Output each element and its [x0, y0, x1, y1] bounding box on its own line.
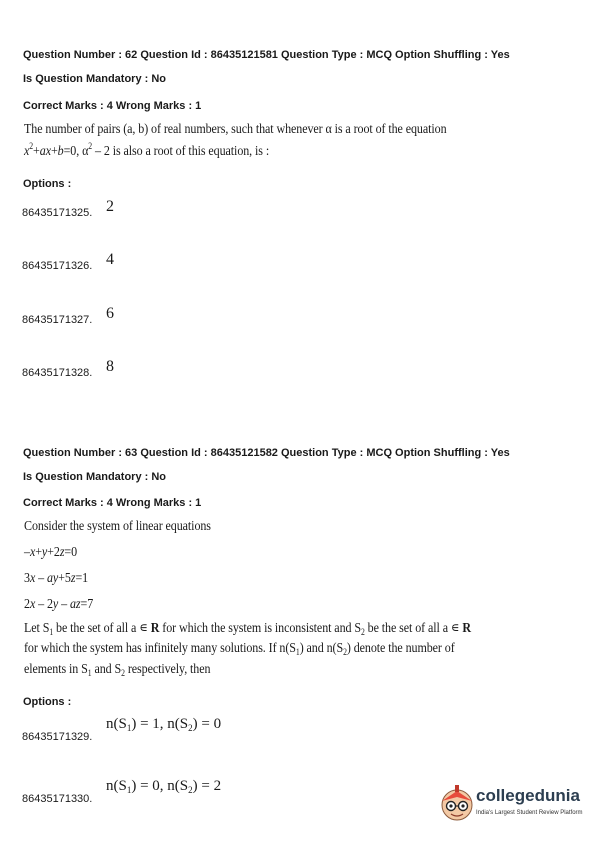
equation-2: 3x – ay+5z=1: [24, 571, 89, 586]
option-id[interactable]: 86435171326.: [22, 260, 93, 272]
option-id[interactable]: 86435171330.: [22, 793, 93, 805]
option-id[interactable]: 86435171327.: [22, 314, 93, 326]
logo-tagline: India's Largest Student Review Platform: [476, 810, 583, 816]
question-intro: Consider the system of linear equations: [24, 519, 211, 534]
option-id[interactable]: 86435171328.: [22, 367, 93, 379]
option-value[interactable]: 4: [106, 251, 114, 268]
marks-label: Correct Marks : 4 Wrong Marks : 1: [23, 497, 202, 509]
marks-label: Correct Marks : 4 Wrong Marks : 1: [23, 100, 202, 112]
mandatory-label: Is Question Mandatory : No: [23, 471, 167, 483]
question-text-line-1: The number of pairs (a, b) of real numbers, such that whenever α is a root of the equation: [24, 122, 447, 137]
question-text-line-3: elements in $S_1$ and $S_2$ respectively, then: [24, 662, 211, 678]
option-formula[interactable]: $n(S_1) = 1$, $n(S_2) = 0$: [106, 716, 222, 733]
question-header: Question Number : 62 Question Id : 86435121581 Question Type : MCQ Option Shuffling : Yes: [23, 49, 510, 61]
equation-1: –x+y+2z=0: [24, 545, 78, 560]
equation-3: 2x – 2y – az=7: [24, 597, 94, 612]
option-id[interactable]: 86435171329.: [22, 731, 93, 743]
mandatory-label: Is Question Mandatory : No: [23, 73, 167, 85]
option-id[interactable]: 86435171325.: [22, 207, 93, 219]
option-value[interactable]: 8: [106, 358, 114, 375]
option-value[interactable]: 2: [106, 198, 114, 215]
options-label: Options :: [23, 178, 72, 190]
option-value[interactable]: 6: [106, 305, 114, 322]
option-formula[interactable]: $n(S_1) = 0$, $n(S_2) = 2$: [106, 778, 222, 795]
question-header: Question Number : 63 Question Id : 86435121582 Question Type : MCQ Option Shuffling : Yes: [23, 447, 510, 459]
question-text-line-2: for which the system has infinitely many solutions. If $n(S_1)$ and $n(S_2)$ denote the number of: [24, 641, 455, 657]
question-text-line-2: $x^2+ax+b=0$, $\alpha^2 - 2$ is also a root of this equation, is :: [24, 141, 270, 159]
question-text-line-1: Let $S_1$ be the set of all a ∊ R for which the system is inconsistent and $S_2$ be the set of all a ∊ R: [24, 621, 471, 637]
options-label: Options :: [23, 696, 72, 708]
logo-name: collegedunia: [476, 786, 580, 805]
